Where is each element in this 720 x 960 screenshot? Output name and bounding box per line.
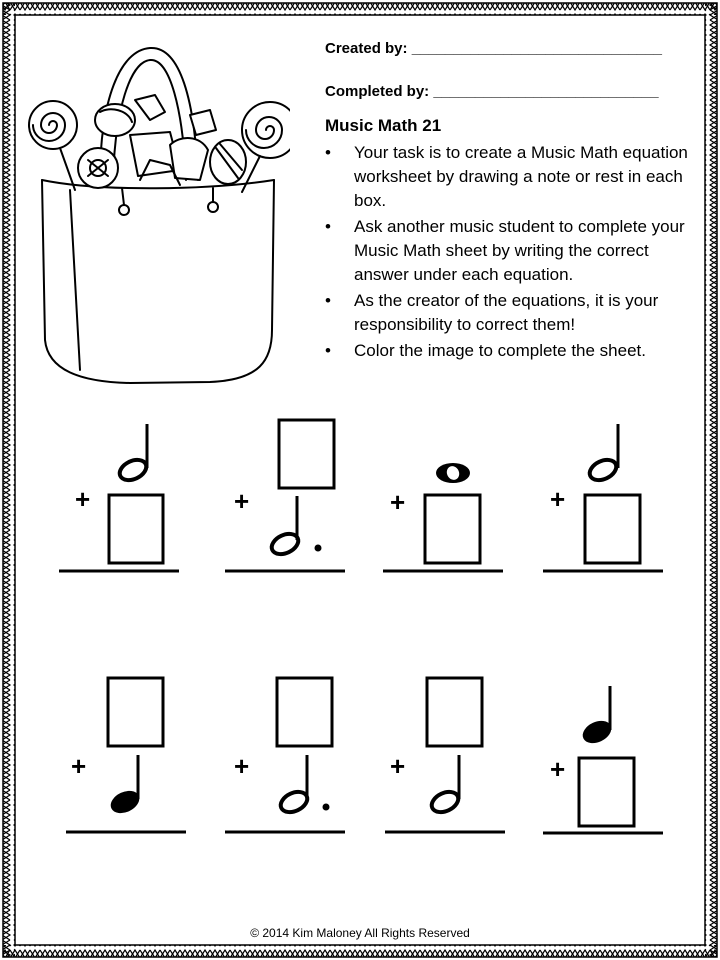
plus-sign: +	[390, 751, 406, 781]
plus-sign: +	[550, 754, 566, 784]
created-by-line[interactable]: Created by: ______________________________	[325, 40, 662, 57]
equation-7	[382, 675, 512, 840]
instruction-item: • Color the image to complete the sheet.	[325, 339, 700, 363]
answer-box[interactable]	[277, 678, 332, 746]
plus-sign: +	[234, 486, 250, 516]
answer-box[interactable]	[425, 495, 480, 563]
whole-note-icon	[436, 463, 470, 483]
worksheet-title: Music Math 21	[325, 116, 442, 135]
equation-8	[540, 682, 670, 842]
quarter-note-icon	[581, 686, 614, 746]
copyright-notice: © 2014 Kim Maloney All Rights Reserved	[250, 926, 470, 940]
instruction-item: • Ask another music student to complete your Music Math sheet by writing the correct answer under each equation.	[325, 215, 700, 287]
half-note-icon	[587, 424, 620, 484]
plus-sign: +	[71, 751, 87, 781]
answer-box[interactable]	[579, 758, 634, 826]
half-note-icon	[117, 424, 150, 484]
equation-2	[222, 418, 352, 580]
half-note-icon	[429, 755, 462, 816]
instruction-item: • As the creator of the equations, it is your responsibility to correct them!	[325, 289, 700, 337]
instructions-list	[325, 141, 700, 365]
answer-box[interactable]	[585, 495, 640, 563]
plus-sign: +	[75, 484, 91, 514]
answer-box[interactable]	[427, 678, 482, 746]
quarter-note-icon	[109, 755, 142, 816]
plus-sign: +	[550, 484, 566, 514]
answer-box[interactable]	[279, 420, 334, 488]
equation-4	[540, 420, 670, 580]
plus-sign: +	[390, 487, 406, 517]
dotted-half-note-icon	[278, 755, 330, 816]
equation-6	[222, 675, 352, 840]
answer-box[interactable]	[109, 495, 163, 563]
plus-sign: +	[234, 751, 250, 781]
instruction-item: • Your task is to create a Music Math equation worksheet by drawing a note or rest in each box.	[325, 141, 700, 213]
candy-basket-illustration	[20, 40, 290, 390]
equation-5	[63, 675, 193, 840]
equation-3	[380, 455, 510, 580]
dotted-half-note-icon	[269, 496, 322, 558]
answer-box[interactable]	[108, 678, 163, 746]
completed-by-line[interactable]: Completed by: ___________________________	[325, 83, 659, 100]
equation-1	[55, 420, 185, 580]
